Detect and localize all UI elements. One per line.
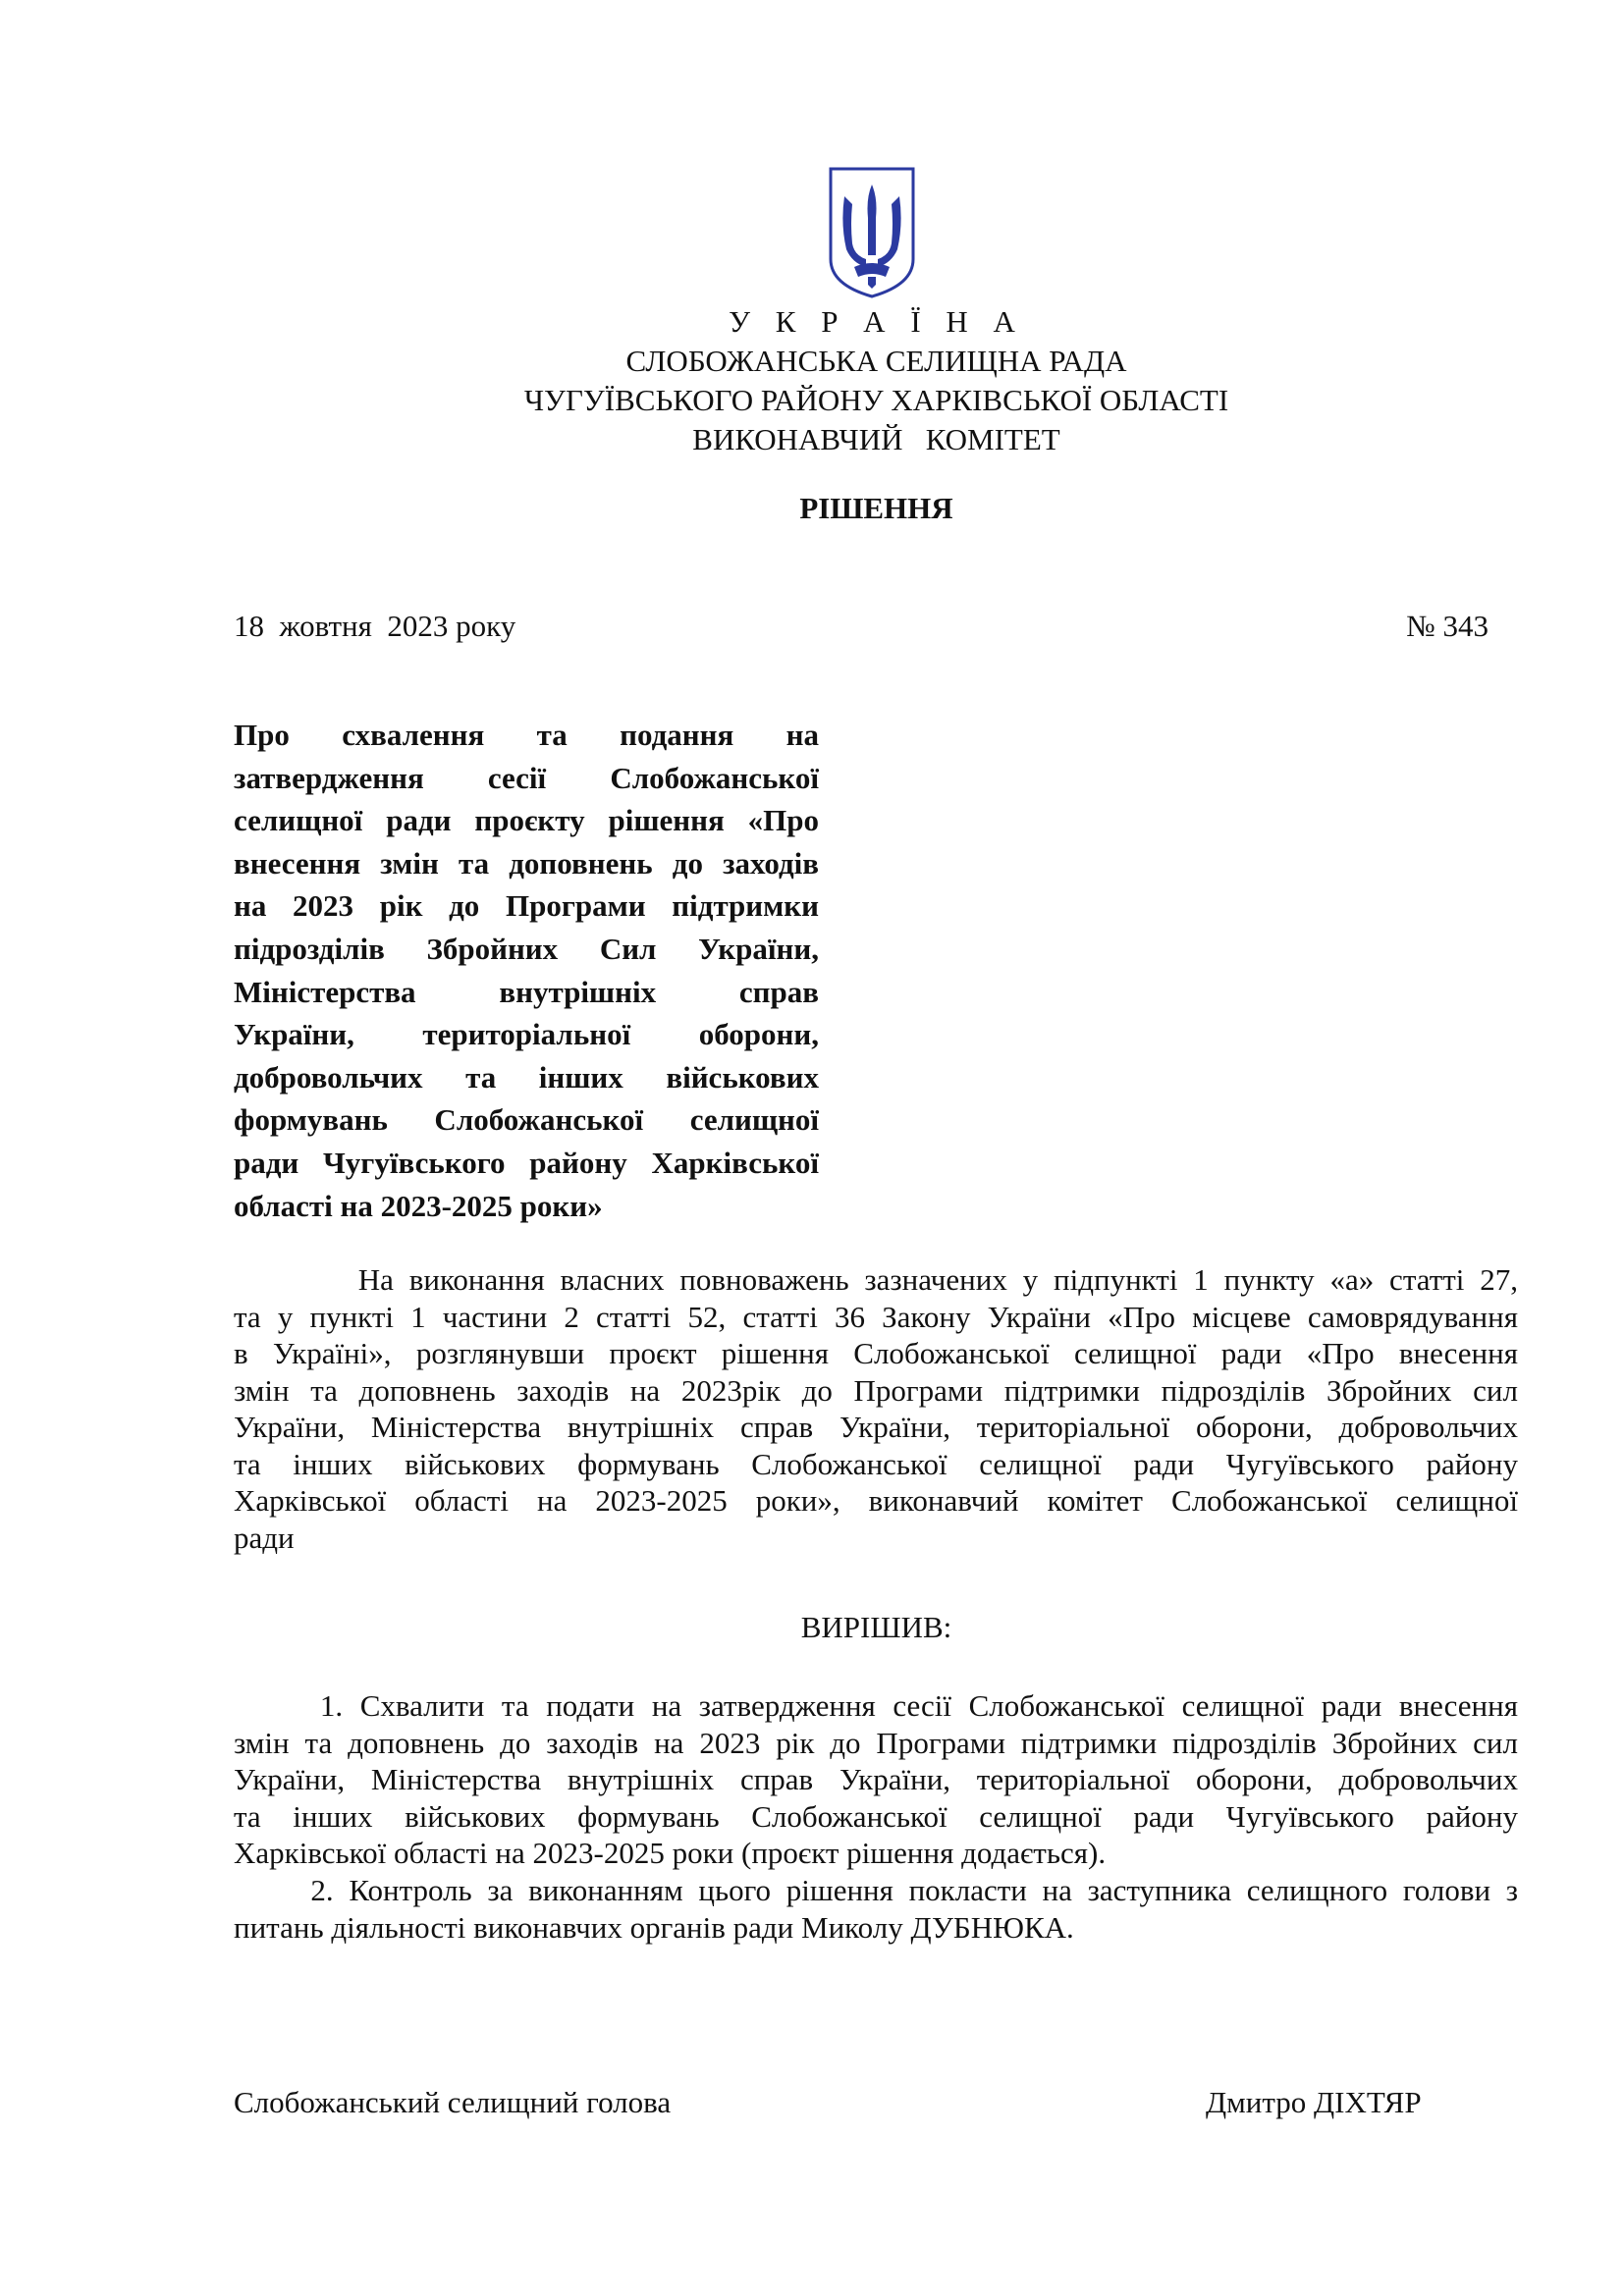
country-name: У К Р А Ї Н А [729, 304, 1024, 339]
subject-line: області на 2023-2025 роки» [234, 1188, 603, 1223]
paragraph-line: змін та доповнень до заходів на 2023 рік до Програми підтримки підрозділів Збройних сил [234, 1725, 1518, 1760]
decision-date: 18 жовтня 2023 року [234, 609, 516, 643]
decision-number: № 343 [1406, 609, 1489, 643]
paragraph-line: питань діяльності виконавчих органів ради Миколу ДУБНЮКА. [234, 1909, 1074, 1945]
paragraph-line: Харківської області на 2023-2025 роки», виконавчий комітет Слобожанської селищної [234, 1483, 1518, 1518]
council-name: СЛОБОЖАНСЬКА СЕЛИЩНА РАДА [625, 344, 1127, 378]
district-name: ЧУГУЇВСЬКОГО РАЙОНУ ХАРКІВСЬКОЇ ОБЛАСТІ [523, 383, 1229, 417]
signatory-title: Слобожанський селищний голова [234, 2085, 672, 2119]
paragraph-line: Харківської області на 2023-2025 роки (проєкт рішення додається). [234, 1836, 1107, 1870]
signatory-name: Дмитро ДІХТЯР [1206, 2085, 1422, 2119]
resolution-item-1 [234, 1687, 1518, 1872]
subject-line: формувань Слобожанської селищної [234, 1102, 819, 1138]
paragraph-line: та інших військових формувань Слобожанської селищної ради Чугуївського району [234, 1798, 1518, 1834]
subject-line: ради Чугуївського району Харківської [234, 1145, 819, 1180]
subject-line: добровольчих та інших військових [234, 1059, 819, 1095]
paragraph-line: в Україні», розглянувши проєкт рішення Слобожанської селищної ради «Про внесення [234, 1336, 1518, 1370]
subject-line: підрозділів Збройних Сил України, [234, 931, 819, 966]
resolve-heading: ВИРІШИВ: [800, 1610, 952, 1644]
paragraph-line: України, Міністерства внутрішніх справ України, територіальної оборони, добровольчих [234, 1410, 1518, 1444]
subject-line: Про схвалення та подання на [234, 718, 819, 752]
paragraph-line: 2. Контроль за виконанням цього рішення покласти на заступника селищного голови з [234, 1873, 1518, 1907]
paragraph-line: На виконання власних повноважень зазначених у підпункті 1 пункту «а» статті 27, [234, 1262, 1518, 1297]
coat-of-arms-trident-icon [825, 165, 919, 300]
preamble-paragraph [234, 1261, 1518, 1556]
subject-line: Міністерства внутрішніх справ [234, 974, 819, 1009]
subject-line: на 2023 рік до Програми підтримки [234, 888, 819, 924]
paragraph-line: України, Міністерства внутрішніх справ України, територіальної оборони, добровольчих [234, 1762, 1518, 1796]
paragraph-line: змін та доповнень заходів на 2023рік до Програми підтримки підрозділів Збройних сил [234, 1372, 1518, 1408]
subject-line: селищної ради проєкту рішення «Про [234, 803, 819, 838]
subject-line: України, територіальної оборони, [234, 1017, 819, 1052]
document-type: РІШЕННЯ [799, 491, 953, 525]
paragraph-line: 1. Схвалити та подати на затвердження сесії Слобожанської селищної ради внесення [234, 1688, 1518, 1723]
paragraph-line: та інших військових формувань Слобожанської селищної ради Чугуївського району [234, 1446, 1518, 1481]
executive-body-name: ВИКОНАВЧИЙ КОМІТЕТ [692, 422, 1060, 456]
issuer-header [295, 302, 1458, 459]
paragraph-line: та у пункті 1 частини 2 статті 52, статті 36 Закону України «Про місцеве самоврядування [234, 1299, 1518, 1334]
decision-subject [234, 714, 819, 1227]
subject-line: внесення змін та доповнень до заходів [234, 845, 819, 881]
subject-line: затвердження сесії Слобожанської [234, 760, 819, 795]
paragraph-line: ради [234, 1520, 295, 1555]
resolution-item-2 [234, 1872, 1518, 1946]
